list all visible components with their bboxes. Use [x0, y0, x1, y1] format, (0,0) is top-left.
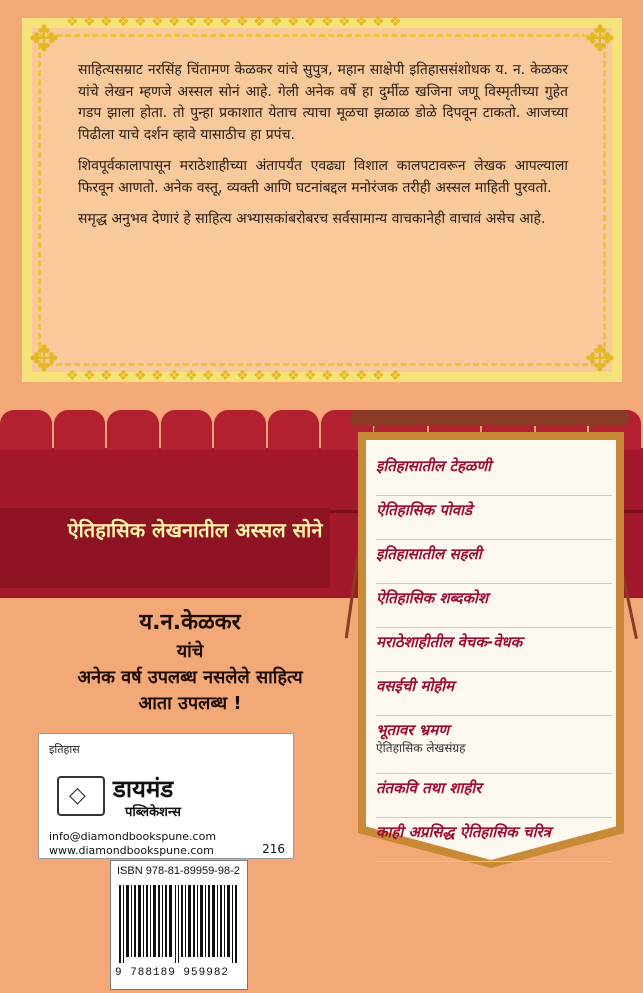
corner-ornament-icon: ✥	[584, 19, 616, 60]
contents-item: काही अप्रसिद्ध ऐतिहासिक चरित्र	[376, 818, 612, 862]
blurb-text	[78, 60, 568, 241]
blurb-paragraph: समृद्ध अनुभव देणारं हे साहित्य अभ्यासकांबरोबरच सर्वसामान्य वाचकानेही वाचावं असेच आहे.	[78, 211, 546, 227]
contents-item: इतिहासातील टेहळणी	[376, 452, 612, 496]
blurb-paragraph: साहित्यसम्राट नरसिंह चिंतामण केळकर यांचे सुपुत्र, महान साक्षेपी इतिहाससंशोधक य. न. केळकर यांचे लेखन म्हणजे अस्सल सोनं आहे. गेली अनेक वर्षे हा दुर्मीळ खजिना जणू विस्मृतीच्या गुहेत गडप झाला होता. तो पुन्हा प्रकाशात येताच त्याचा मूळचा झळाळ डोळे दिपवून टाकतो. आजच्या पिढीला याचे दर्शन व्हावे यासाठीच हा प्रपंच.	[78, 62, 568, 143]
book-subtitle: ऐतिहासिक लेखनातील अस्सल सोने	[67, 518, 323, 542]
border-ornament-row: ❖ ❖ ❖ ❖ ❖ ❖ ❖ ❖ ❖ ❖ ❖ ❖ ❖ ❖ ❖ ❖ ❖ ❖ ❖ ❖	[66, 14, 402, 30]
contents-item: ऐतिहासिक पोवाडे	[376, 496, 612, 540]
publisher-name: डायमंड	[113, 775, 174, 803]
contents-list	[376, 452, 612, 862]
banner-rod	[350, 410, 630, 426]
price: 216	[262, 842, 285, 856]
publisher-subname: पब्लिकेशन्स	[125, 805, 181, 820]
author-line: अनेक वर्ष उपलब्ध नसलेले साहित्य	[77, 667, 303, 688]
author-block	[10, 607, 370, 717]
barcode-number: 9 788189 959982	[115, 967, 230, 979]
corner-ornament-icon: ✥	[28, 339, 60, 380]
contents-item-subtitle: ऐतिहासिक लेखसंग्रह	[376, 741, 466, 755]
contents-item: तंतकवि तथा शाहीर	[376, 774, 612, 818]
diamond-icon: ◇	[69, 783, 86, 808]
author-line: आता उपलब्ध !	[138, 693, 242, 714]
contents-item: इतिहासातील सहली	[376, 540, 612, 584]
publisher-website: www.diamondbookspune.com	[49, 844, 214, 857]
author-line: यांचे	[176, 641, 204, 662]
publisher-email: info@diamondbookspune.com	[49, 830, 217, 843]
barcode-box	[110, 860, 248, 990]
blurb-paragraph: शिवपूर्वकालापासून मराठेशाहीच्या अंतापर्यंत एवढ्या विशाल कालपटावरून लेखक आपल्याला फिरवून आणतो. अनेक वस्तू, व्यक्ती आणि घटनांबद्दल मनोरंजक तरीही अस्सल माहिती पुरवतो.	[78, 158, 568, 196]
genre-label: इतिहास	[49, 743, 80, 756]
contents-item: मराठेशाहीतील वेचक-वेधक	[376, 628, 612, 672]
contents-item: भूतावर भ्रमण ऐतिहासिक लेखसंग्रह	[376, 716, 612, 774]
isbn-label: ISBN 978-81-89959-98-2	[117, 865, 240, 877]
author-name: य.न.केळकर	[139, 610, 241, 635]
contents-item: वसईची मोहीम	[376, 672, 612, 716]
border-ornament-row: ❖ ❖ ❖ ❖ ❖ ❖ ❖ ❖ ❖ ❖ ❖ ❖ ❖ ❖ ❖ ❖ ❖ ❖ ❖ ❖	[66, 368, 402, 384]
contents-item: ऐतिहासिक शब्दकोश	[376, 584, 612, 628]
corner-ornament-icon: ✥	[28, 19, 60, 60]
corner-ornament-icon: ✥	[584, 339, 616, 380]
publisher-box	[38, 733, 294, 859]
barcode-icon	[119, 885, 239, 963]
